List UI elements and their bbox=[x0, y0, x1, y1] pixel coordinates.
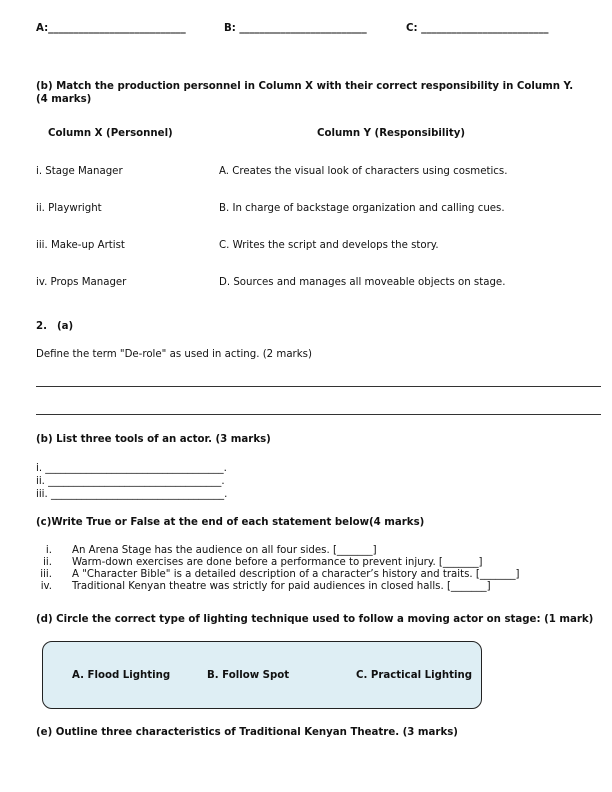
answer-line[interactable] bbox=[36, 414, 601, 415]
personnel-item: iii. Make-up Artist bbox=[36, 240, 125, 251]
tf-item-number: i. bbox=[45, 545, 52, 556]
tf-item-number: iv. bbox=[40, 581, 52, 592]
tf-item-number: ii. bbox=[43, 557, 52, 568]
tf-statement: An Arena Stage has the audience on all four sides. [_______] bbox=[72, 545, 377, 556]
lighting-option[interactable]: C. Practical Lighting bbox=[356, 670, 473, 681]
tools-answer-line[interactable]: i. ___________________________________. bbox=[36, 463, 227, 474]
responsibility-item: B. In charge of backstage organization and calling cues. bbox=[219, 203, 505, 214]
tf-statement: Warm-down exercises are done before a performance to prevent injury. [_______] bbox=[72, 557, 483, 568]
tools-heading: (b) List three tools of an actor. (3 marks) bbox=[36, 434, 271, 445]
define-prompt: Define the term "De-role" as used in acting. (2 marks) bbox=[36, 349, 312, 360]
answer-a-blank: A:___________________________ bbox=[36, 23, 186, 34]
personnel-item: iv. Props Manager bbox=[36, 277, 127, 288]
responsibility-item: A. Creates the visual look of characters using cosmetics. bbox=[219, 166, 508, 177]
answer-b-blank: B: _________________________ bbox=[224, 23, 367, 34]
lighting-heading: (d) Circle the correct type of lighting technique used to follow a moving actor on stage: (1 mark) bbox=[36, 614, 594, 625]
responsibility-item: D. Sources and manages all moveable objects on stage. bbox=[219, 277, 506, 288]
personnel-item: ii. Playwright bbox=[36, 203, 102, 214]
answer-c-blank: C: _________________________ bbox=[406, 23, 549, 34]
tf-statement: A "Character Bible" is a detailed description of a character’s history and traits. [_______] bbox=[72, 569, 520, 580]
true-false-heading: (c)Write True or False at the end of each statement below(4 marks) bbox=[36, 517, 425, 528]
answer-line[interactable] bbox=[36, 386, 601, 387]
tools-answer-line[interactable]: ii. __________________________________. bbox=[36, 476, 225, 487]
q1b-instruction: (b) Match the production personnel in Column X with their correct responsibility in Column Y. (4 marks) bbox=[36, 81, 574, 105]
personnel-item: i. Stage Manager bbox=[36, 166, 123, 177]
question-part-label: (a) bbox=[57, 321, 74, 332]
column-y-header: Column Y (Responsibility) bbox=[317, 128, 466, 139]
responsibility-item: C. Writes the script and develops the story. bbox=[219, 240, 439, 251]
tf-item-number: iii. bbox=[40, 569, 52, 580]
lighting-option[interactable]: B. Follow Spot bbox=[207, 670, 290, 681]
lighting-option[interactable]: A. Flood Lighting bbox=[72, 670, 171, 681]
column-x-header: Column X (Personnel) bbox=[48, 128, 173, 139]
kenyan-theatre-heading: (e) Outline three characteristics of Traditional Kenyan Theatre. (3 marks) bbox=[36, 727, 458, 738]
question-number: 2. bbox=[36, 321, 47, 332]
tools-answer-line[interactable]: iii. __________________________________. bbox=[36, 489, 228, 500]
tf-statement: Traditional Kenyan theatre was strictly for paid audiences in closed halls. [_______] bbox=[72, 581, 491, 592]
